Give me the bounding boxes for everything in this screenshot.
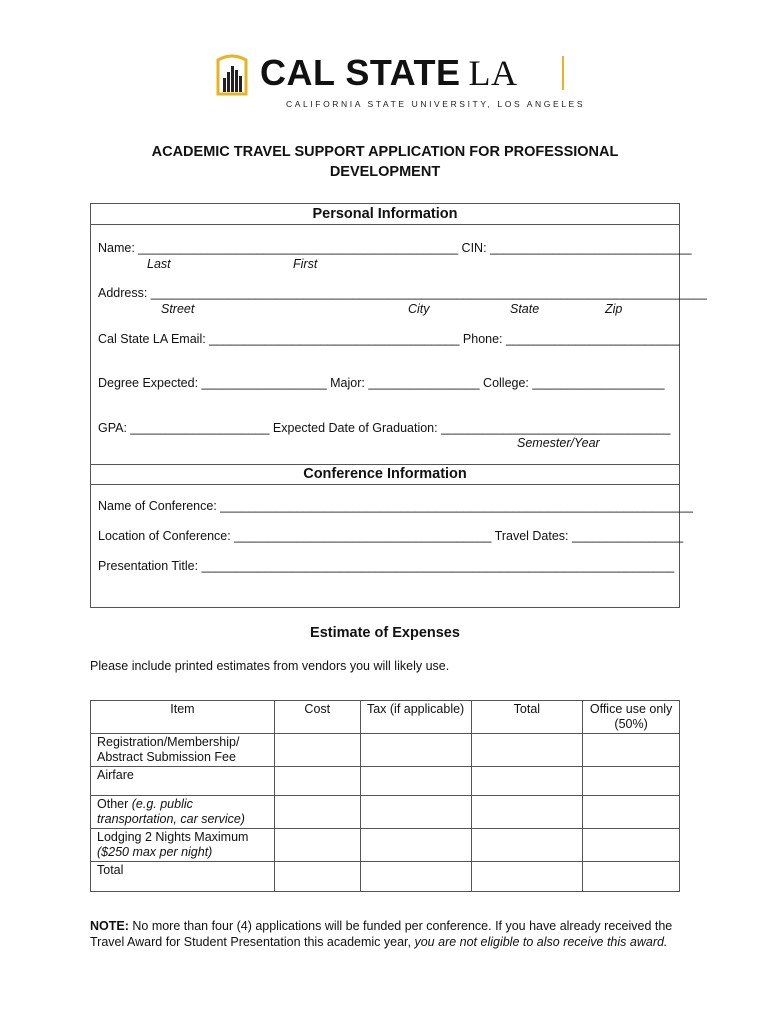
table-row	[91, 862, 680, 892]
cost-cell[interactable]	[274, 796, 360, 829]
logo-wordmark: CAL STATE LA	[260, 52, 518, 93]
street-label: Street	[161, 302, 195, 316]
cost-cell[interactable]	[274, 862, 360, 892]
cost-cell[interactable]	[274, 829, 360, 862]
total-cell[interactable]	[471, 767, 583, 796]
personal-heading-rule	[90, 224, 680, 225]
city-label: City	[408, 302, 430, 316]
address-field[interactable]: Address: ________________________________________________________________________________	[98, 286, 707, 300]
first-label: First	[293, 257, 318, 271]
total-cell[interactable]	[471, 796, 583, 829]
table-row	[91, 829, 680, 862]
tax-cell[interactable]	[360, 767, 471, 796]
office-cell	[583, 796, 680, 829]
last-label: Last	[147, 257, 171, 271]
zip-label: Zip	[605, 302, 623, 316]
expenses-heading: Estimate of Expenses	[310, 625, 460, 641]
table-row	[91, 767, 680, 796]
logo-subtitle: CALIFORNIA STATE UNIVERSITY, LOS ANGELES	[286, 99, 586, 109]
university-logo	[212, 52, 586, 112]
email-phone-field[interactable]: Cal State LA Email: ____________________________________ Phone: _________________________	[98, 332, 680, 346]
item-registration: Registration/Membership/ Abstract Submission Fee	[91, 734, 275, 767]
item-airfare: Airfare	[91, 767, 275, 796]
tax-cell[interactable]	[360, 796, 471, 829]
gpa-graduation-field[interactable]: GPA: ____________________ Expected Date of Graduation: _________________________________	[98, 421, 671, 435]
note-paragraph: NOTE: No more than four (4) applications will be funded per conference. If you have already received the Travel Award for Student Presentation this academic year, you are not eligible to also receive this award.	[90, 919, 673, 949]
presentation-title-field[interactable]: Presentation Title: ____________________________________________________________________	[98, 559, 675, 573]
document-title: ACADEMIC TRAVEL SUPPORT APPLICATION FOR PROFESSIONAL DEVELOPMENT	[151, 144, 619, 180]
conference-heading-rule	[90, 484, 680, 485]
total-cell[interactable]	[471, 862, 583, 892]
tax-cell[interactable]	[360, 829, 471, 862]
table-row	[91, 734, 680, 767]
tax-cell[interactable]	[360, 862, 471, 892]
logo-divider	[562, 56, 564, 90]
office-cell	[583, 767, 680, 796]
cost-cell[interactable]	[274, 734, 360, 767]
total-cell[interactable]	[471, 829, 583, 862]
expenses-instruction: Please include printed estimates from vendors you will likely use.	[90, 659, 450, 673]
conference-info-heading: Conference Information	[303, 466, 467, 482]
header-tax: Tax (if applicable)	[360, 701, 471, 734]
name-cin-field[interactable]: Name: ______________________________________________ CIN: _____________________________	[98, 241, 692, 255]
expenses-table	[90, 700, 680, 892]
cost-cell[interactable]	[274, 767, 360, 796]
office-cell	[583, 862, 680, 892]
header-office-use: Office use only (50%)	[583, 701, 680, 734]
item-other: Other (e.g. public transportation, car service)	[91, 796, 275, 829]
degree-major-college-field[interactable]: Degree Expected: __________________ Major: ________________ College: ___________________	[98, 376, 665, 390]
state-label: State	[510, 302, 540, 316]
conference-name-field[interactable]: Name of Conference: ____________________________________________________________________	[98, 499, 694, 513]
office-cell	[583, 829, 680, 862]
logo-emblem-icon	[212, 54, 252, 98]
item-lodging: Lodging 2 Nights Maximum ($250 max per night)	[91, 829, 275, 862]
total-cell[interactable]	[471, 734, 583, 767]
header-cost: Cost	[274, 701, 360, 734]
item-total: Total	[91, 862, 275, 892]
header-item: Item	[91, 701, 275, 734]
semester-year-label: Semester/Year	[517, 436, 600, 450]
conference-location-dates-field[interactable]: Location of Conference: _____________________________________ Travel Dates: ________________	[98, 529, 684, 543]
table-row	[91, 796, 680, 829]
personal-info-heading: Personal Information	[312, 206, 458, 222]
tax-cell[interactable]	[360, 734, 471, 767]
table-header-row	[91, 701, 680, 734]
office-cell	[583, 734, 680, 767]
header-total: Total	[471, 701, 583, 734]
